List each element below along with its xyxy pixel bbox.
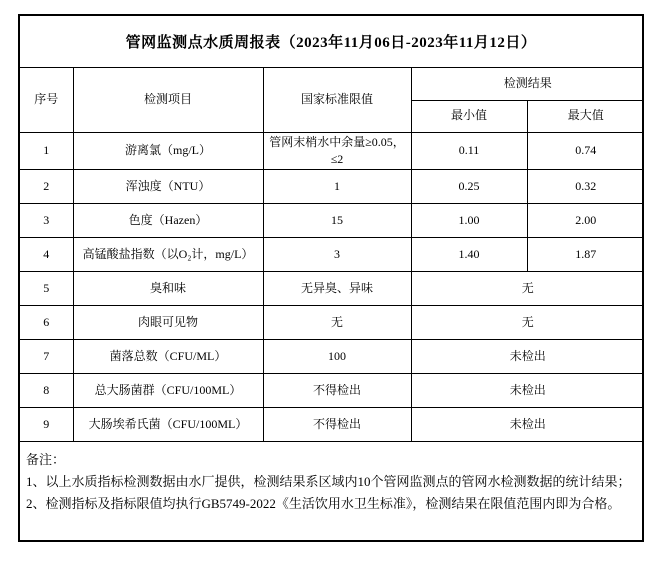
- table-row: [20, 306, 644, 340]
- col-header-no: 序号: [20, 68, 73, 132]
- cell-item: 色度（Hazen）: [73, 204, 263, 238]
- col-header-item: 检测项目: [73, 68, 263, 132]
- cell-standard: 管网末梢水中余量≥0.05，≤2: [263, 132, 411, 170]
- cell-item: 总大肠菌群（CFU/100ML）: [73, 374, 263, 408]
- notes-label: 备注：: [26, 452, 66, 468]
- cell-item: 大肠埃希氏菌（CFU/100ML）: [73, 408, 263, 442]
- cell-standard: 15: [263, 204, 411, 238]
- cell-min: 0.25: [411, 170, 527, 204]
- col-header-max: 最大值: [527, 100, 644, 132]
- cell-standard: 不得检出: [263, 374, 411, 408]
- notes-line-1: 1、以上水质指标检测数据由水厂提供，检测结果系区域内10个管网监测点的管网水检测数据的统计结果；: [26, 474, 631, 490]
- cell-item: 肉眼可见物: [73, 306, 263, 340]
- cell-result-merged: 未检出: [411, 374, 644, 408]
- cell-item: 游离氯（mg/L）: [73, 132, 263, 170]
- table-body: [20, 132, 644, 442]
- col-header-standard: 国家标准限值: [263, 68, 411, 132]
- cell-no: 5: [20, 272, 73, 306]
- table-row: [20, 132, 644, 170]
- cell-min: 1.40: [411, 238, 527, 272]
- col-header-min: 最小值: [411, 100, 527, 132]
- table-row: [20, 204, 644, 238]
- cell-no: 2: [20, 170, 73, 204]
- cell-no: 8: [20, 374, 73, 408]
- table-row: [20, 408, 644, 442]
- header-row-1: [20, 68, 644, 100]
- water-quality-table: [20, 68, 644, 442]
- cell-standard: 不得检出: [263, 408, 411, 442]
- cell-no: 9: [20, 408, 73, 442]
- cell-item: 浑浊度（NTU）: [73, 170, 263, 204]
- cell-standard: 1: [263, 170, 411, 204]
- cell-no: 7: [20, 340, 73, 374]
- cell-result-merged: 无: [411, 306, 644, 340]
- cell-standard: 3: [263, 238, 411, 272]
- cell-item: 高锰酸盐指数（以O₂计，mg/L）: [73, 238, 263, 272]
- cell-result-merged: 无: [411, 272, 644, 306]
- col-header-result: 检测结果: [411, 68, 644, 100]
- cell-no: 4: [20, 238, 73, 272]
- cell-max: 1.87: [527, 238, 644, 272]
- cell-max: 2.00: [527, 204, 644, 238]
- cell-max: 0.32: [527, 170, 644, 204]
- cell-item: 菌落总数（CFU/ML）: [73, 340, 263, 374]
- cell-max: 0.74: [527, 132, 644, 170]
- report-title: 管网监测点水质周报表（2023年11月06日-2023年11月12日）: [20, 16, 642, 68]
- table-row: [20, 170, 644, 204]
- notes-section: [20, 442, 642, 515]
- report-box: [18, 14, 644, 542]
- table-row: [20, 272, 644, 306]
- cell-standard: 100: [263, 340, 411, 374]
- cell-no: 1: [20, 132, 73, 170]
- table-row: [20, 374, 644, 408]
- cell-item: 臭和味: [73, 272, 263, 306]
- cell-result-merged: 未检出: [411, 408, 644, 442]
- cell-no: 6: [20, 306, 73, 340]
- table-header: [20, 68, 644, 132]
- cell-min: 0.11: [411, 132, 527, 170]
- cell-no: 3: [20, 204, 73, 238]
- table-row: [20, 238, 644, 272]
- cell-standard: 无异臭、异味: [263, 272, 411, 306]
- notes-line-2: 2、检测指标及指标限值均执行GB5749-2022《生活饮用水卫生标准》，检测结果在限值范围内即为合格。: [26, 496, 621, 512]
- cell-result-merged: 未检出: [411, 340, 644, 374]
- cell-min: 1.00: [411, 204, 527, 238]
- table-row: [20, 340, 644, 374]
- cell-standard: 无: [263, 306, 411, 340]
